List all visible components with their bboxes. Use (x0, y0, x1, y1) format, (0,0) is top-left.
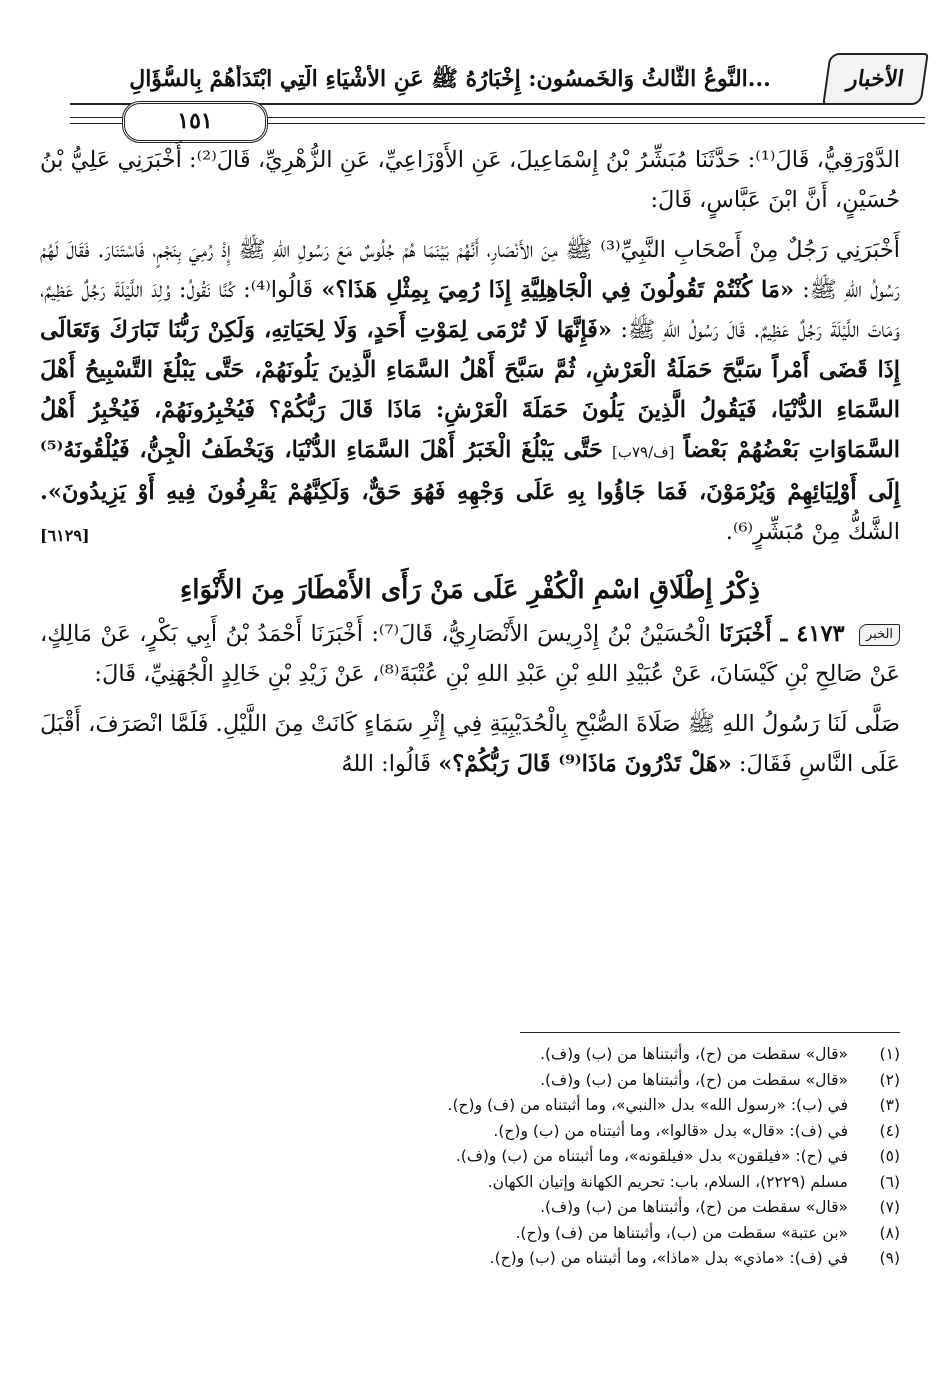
footnotes (40, 1042, 900, 1272)
footnote (40, 1246, 900, 1272)
paragraph-text: الشَّكُّ مِنْ مُبَشِّرٍ⁽⁶⁾. (725, 519, 900, 545)
footnote (40, 1170, 900, 1196)
footnote (40, 1093, 900, 1119)
paragraph: الدَّوْرَقِيُّ، قَالَ⁽¹⁾: حَدَّثَنَا مُبَشِّرُ بْنُ إِسْمَاعِيلَ، عَنِ الأَوْزَاعِيِّ، عَنِ الزُّهْرِيِّ، قَالَ⁽²⁾: أَخْبَرَنِي عَلِيُّ بْنُ حُسَيْنٍ، أَنَّ ابْنَ عَبَّاسٍ، قَالَ: (40, 147, 900, 213)
paragraph (40, 230, 900, 552)
footnote-text: «قال» سقطت من (ح)، وأثبتناها من (ب) و(ف). (540, 1198, 848, 1216)
footnote-number: (٧) (879, 1198, 900, 1216)
header-rule-right (262, 117, 925, 118)
khabar-badge: الخبر (859, 624, 900, 646)
prophet-quote: «فَإِنَّهَا لَا تُرْمَى لِمَوْتِ أَحَدٍ، وَلَا لِحَيَاتِهِ، وَلَكِنْ رَبُّنَا تَبَارَكَ وَتَعَالَى إِذَا قَضَى أَمْراً سَبَّحَ حَمَلَةُ الْعَرْشِ، ثُمَّ سَبَّحَ أَهْلُ السَّمَاءِ الَّذِينَ يَلُونَهُمْ، حَتَّى يَبْلُغَ التَّسْبِيحُ أَهْلَ السَّمَاءِ الدُّنْيَا، فَيَقُولُ الَّذِينَ يَلُونَ حَمَلَةَ الْعَرْشِ: مَاذَا قَالَ رَبُّكُمْ؟ فَيُخْبِرُونَهُمْ، فَيُخْبِرُ أَهْلُ السَّمَاوَاتِ بَعْضُهُمْ بَعْضاً (40, 317, 901, 463)
footnote-text: في (ف): «ماذي» بدل «ماذا»، وما أثبتناه من (ب) و(ح). (489, 1249, 848, 1267)
footnote-separator (520, 1032, 900, 1033)
footnote-number: (٥) (879, 1147, 900, 1165)
manuscript-marker: [ف/٧٩ب] (611, 443, 675, 461)
footnote-number: (٤) (879, 1121, 900, 1140)
footnote (40, 1221, 900, 1247)
footnote (40, 1144, 900, 1170)
footnote-number: (٣) (879, 1096, 900, 1114)
prophet-quote: «مَا كُنْتُمْ تَقُولُونَ فِي الْجَاهِلِيَّةِ إِذَا رُمِيَ بِمِثْلِ هَذَا؟» (321, 277, 795, 303)
footnote (40, 1042, 900, 1068)
main-text (40, 140, 900, 794)
header-rule-right-2 (262, 123, 925, 124)
footnote (40, 1195, 900, 1221)
header-banner (70, 53, 925, 101)
footnote-number: (٢) (879, 1070, 900, 1089)
footnote-text: «قال» سقطت من (ح)، وأثبتناها من (ب) و(ف). (540, 1070, 848, 1089)
section-heading: ذِكْرُ إِطْلَاقِ اسْمِ الْكُفْرِ عَلَى مَنْ رَأَى الأَمْطَارَ مِنَ الأَنْوَاءِ (180, 575, 760, 605)
footnote-text: في (ح): «فيلقون» بدل «فيلقونه»، وما أثبتناه من (ب) و(ف). (455, 1147, 848, 1165)
hadith-reference: [٦١٢٩] (40, 526, 90, 545)
footnote (40, 1119, 900, 1145)
header-rule-left (70, 117, 122, 118)
footnote (40, 1068, 900, 1094)
header-rule-left-2 (70, 123, 122, 124)
footnote-number: (٨) (879, 1223, 900, 1242)
footnote-text: في (ب): «رسول الله» بدل «النبي»، وما أثبتناه من (ف) و(ح). (447, 1096, 848, 1114)
footnote-number: (٦) (879, 1172, 900, 1191)
hadith-number: ٤١٧٣ ـ أَخْبَرَنَا (719, 621, 845, 647)
hadith-paragraph (40, 614, 900, 694)
paragraph-text: قَالُوا⁽⁴⁾: كُنَّا نَقُولُ: وُلِدَ اللَّيْلَةَ رَجُلٌ عَظِيمٌ، وَمَاتَ اللَّيْلَةَ رَجُلٌ عَظِيمٌ. قَالَ رَسُولُ اللهِ ﷺ: (40, 277, 900, 343)
running-title: النَّوعُ الثَّالثُ وَالخَمسُون: إِخْبَارُهُ ﷺ عَنِ الأَشْيَاءِ الَّتِي ابْتَدَأَهُمْ بِالسُّؤَالِ... (129, 66, 771, 92)
footnote-text: مسلم (٢٢٢٩)، السلام، باب: تحريم الكهانة وإتيان الكهان. (487, 1172, 848, 1191)
section-tag: الأخبار (822, 53, 928, 105)
footnote-text: «بن عتبة» سقطت من (ب)، وأثبتناها من (ف) و(ح). (515, 1223, 848, 1242)
paragraph-text: صَلَّى لَنَا رَسُولُ اللهِ ﷺ صَلَاةَ الصُّبْحِ بِالْحُدَيْبِيَةِ فِي إِثْرِ سَمَاءٍ كَانَتْ مِنَ اللَّيْلِ. فَلَمَّا انْصَرَفَ، أَقْبَلَ عَلَى النَّاسِ فَقَالَ: (40, 711, 900, 777)
page-header (70, 45, 925, 133)
footnote-text: «قال» سقطت من (ح)، وأثبتناها من (ب) و(ف). (540, 1045, 848, 1063)
paragraph-text: قَالُوا: اللهُ (341, 751, 432, 777)
paragraph-text: الْحُسَيْنُ بْنُ إِدْرِيسَ الأَنْصَارِيُّ، قَالَ⁽⁷⁾: أَخْبَرَنَا أَحْمَدُ بْنُ أَبِي بَكْرٍ، عَنْ مَالِكٍ، عَنْ صَالِحِ بْنِ كَيْسَانَ، عَنْ عُبَيْدِ اللهِ بْنِ عَبْدِ اللهِ بْنِ عُتْبَةَ⁽⁸⁾، عَنْ زَيْدِ بْنِ خَالِدٍ الْجُهَنِيِّ، قَالَ: (40, 621, 900, 687)
footnote-number: (١) (879, 1045, 900, 1063)
page-number: ١٥١ (122, 101, 268, 143)
paragraph-text: أَخْبَرَنِي رَجُلٌ مِنْ أَصْحَابِ النَّبِيِّ⁽³⁾ ﷺ مِنَ الأَنْصَارِ، أَنَّهُمْ بَيْنَمَا هُمْ جُلُوسٌ مَعَ رَسُولِ اللهِ ﷺ إِذْ رُمِيَ بِنَجْمٍ، فَاسْتَنَارَ. فَقَالَ لَهُمْ رَسُولُ اللهِ ﷺ: (40, 237, 900, 303)
paragraph (40, 704, 900, 784)
prophet-quote: «هَلْ تَدْرُونَ مَاذَا⁽⁹⁾ قَالَ رَبُّكُمْ؟» (438, 751, 732, 777)
footnote-number: (٩) (879, 1249, 900, 1267)
footnote-text: في (ف): «قال» بدل «قالوا»، وما أثبتناه من (ب) و(ح). (493, 1121, 848, 1140)
prophet-quote: حَتَّى يَبْلُغَ الْخَبَرُ أَهْلَ السَّمَاءِ الدُّنْيَا، وَيَخْطَفُ الْجِنُّ، فَيُلْقُونَهُ⁽⁵⁾ إِلَى أَوْلِيَائِهِمْ وَيُرْمَوْنَ، فَمَا جَاؤُوا بِهِ عَلَى وَجْهِهِ فَهُوَ حَقٌّ، وَلَكِنَّهُمْ يَقْرِفُونَ فِيهِ أَوْ يَزِيدُونَ». (40, 437, 900, 505)
